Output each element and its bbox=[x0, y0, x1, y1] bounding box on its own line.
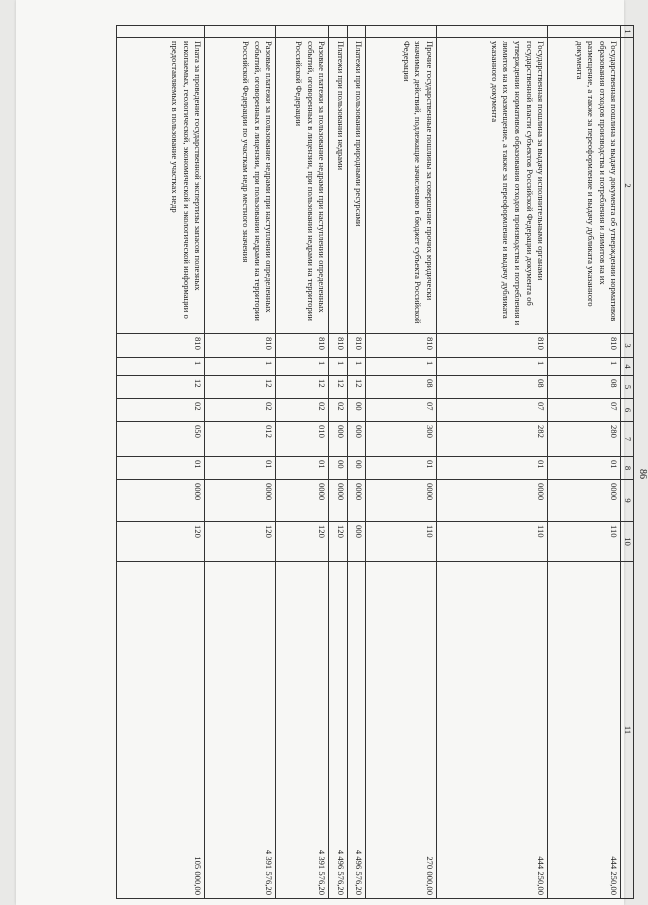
code-article: 07 bbox=[436, 399, 547, 422]
code-element: 00 bbox=[347, 457, 365, 480]
row-name: Государственная пошлина за выдачу документа об утверждении нормативов образования отходов производства и потребления и лимитов на их размещение, а также за переоформление и выдачу дубликата указанного документа bbox=[548, 38, 621, 334]
budget-revenue-sheet bbox=[103, 25, 648, 898]
code-subarticle: 000 bbox=[347, 422, 365, 457]
code-subgroup: 12 bbox=[276, 376, 329, 399]
code-article: 07 bbox=[548, 399, 621, 422]
code-program: 0000 bbox=[347, 480, 365, 522]
code-program: 0000 bbox=[548, 480, 621, 522]
code-subgroup: 12 bbox=[329, 376, 347, 399]
row-name: Плата за проведение государственной экспертизы запасов полезных ископаемых, геологической, экономической и экологической информации о предоставляемых в пользование участках недр bbox=[117, 38, 206, 334]
code-classification: 110 bbox=[366, 522, 437, 562]
code-group: 1 bbox=[329, 358, 347, 376]
code-article: 02 bbox=[276, 399, 329, 422]
row-name: Платежи при пользовании природными ресурсами bbox=[347, 38, 365, 334]
page-number: 86 bbox=[637, 469, 648, 479]
row-name: Разовые платежи за пользование недрами при наступлении определенных событий, оговоренных в лицензии, при пользовании недрами на территории Российской Федерации bbox=[276, 38, 329, 334]
code-admin: 810 bbox=[548, 334, 621, 358]
column-number-row bbox=[621, 26, 634, 899]
row-index-cell bbox=[347, 26, 365, 38]
code-subgroup: 12 bbox=[347, 376, 365, 399]
row-amount: 444 250,00 bbox=[548, 562, 621, 899]
column-header: 11 bbox=[621, 562, 634, 899]
code-group: 1 bbox=[117, 358, 206, 376]
table-row bbox=[276, 26, 329, 899]
row-amount: 444 250,00 bbox=[436, 562, 547, 899]
code-admin: 810 bbox=[436, 334, 547, 358]
code-element: 01 bbox=[205, 457, 276, 480]
revenue-table bbox=[116, 25, 634, 899]
row-name: Платежи при пользовании недрами bbox=[329, 38, 347, 334]
code-admin: 810 bbox=[347, 334, 365, 358]
table-body bbox=[117, 26, 621, 899]
code-subarticle: 300 bbox=[366, 422, 437, 457]
code-admin: 810 bbox=[205, 334, 276, 358]
row-amount: 4 496 576,20 bbox=[329, 562, 347, 899]
table-row bbox=[205, 26, 276, 899]
code-admin: 810 bbox=[329, 334, 347, 358]
code-element: 00 bbox=[329, 457, 347, 480]
code-classification: 120 bbox=[276, 522, 329, 562]
row-index-cell bbox=[276, 26, 329, 38]
column-header: 10 bbox=[621, 522, 634, 562]
code-group: 1 bbox=[366, 358, 437, 376]
table-row bbox=[548, 26, 621, 899]
table-row bbox=[117, 26, 206, 899]
rotated-content bbox=[103, 25, 648, 898]
table-row bbox=[347, 26, 365, 899]
column-header: 5 bbox=[621, 376, 634, 399]
row-amount: 105 000,00 bbox=[117, 562, 206, 899]
table-row bbox=[436, 26, 547, 899]
code-subgroup: 12 bbox=[205, 376, 276, 399]
code-subarticle: 000 bbox=[329, 422, 347, 457]
column-header: 6 bbox=[621, 399, 634, 422]
code-program: 0000 bbox=[329, 480, 347, 522]
code-article: 02 bbox=[117, 399, 206, 422]
code-group: 1 bbox=[347, 358, 365, 376]
code-admin: 810 bbox=[366, 334, 437, 358]
code-element: 01 bbox=[436, 457, 547, 480]
row-name: Государственная пошлина за выдачу исполнительными органами государственной власти субъектов Российской Федерации документа об утверждении нормативов образования отходов производства и потребления и лимитов на их размещение, а также за переоформление и выдачу дубликата указанного документа bbox=[436, 38, 547, 334]
code-element: 01 bbox=[366, 457, 437, 480]
code-subgroup: 08 bbox=[436, 376, 547, 399]
code-classification: 110 bbox=[548, 522, 621, 562]
code-group: 1 bbox=[548, 358, 621, 376]
row-amount: 4 391 576,20 bbox=[205, 562, 276, 899]
row-amount: 4 391 576,20 bbox=[276, 562, 329, 899]
code-program: 0000 bbox=[436, 480, 547, 522]
row-name: Прочие государственные пошлины за совершение прочих юридически значимых действий, подлежащие зачислению в бюджет субъекта Российской Федерации bbox=[366, 38, 437, 334]
code-subgroup: 08 bbox=[366, 376, 437, 399]
code-group: 1 bbox=[205, 358, 276, 376]
code-subarticle: 010 bbox=[276, 422, 329, 457]
code-article: 00 bbox=[347, 399, 365, 422]
code-classification: 120 bbox=[329, 522, 347, 562]
code-program: 0000 bbox=[366, 480, 437, 522]
code-article: 07 bbox=[366, 399, 437, 422]
code-subarticle: 050 bbox=[117, 422, 206, 457]
row-amount: 4 496 576,20 bbox=[347, 562, 365, 899]
column-header: 1 bbox=[621, 26, 634, 38]
column-header: 4 bbox=[621, 358, 634, 376]
table-row bbox=[366, 26, 437, 899]
code-element: 01 bbox=[276, 457, 329, 480]
code-group: 1 bbox=[436, 358, 547, 376]
code-subgroup: 12 bbox=[117, 376, 206, 399]
code-admin: 810 bbox=[276, 334, 329, 358]
row-index-cell bbox=[548, 26, 621, 38]
code-program: 0000 bbox=[117, 480, 206, 522]
column-header: 2 bbox=[621, 38, 634, 334]
code-subgroup: 08 bbox=[548, 376, 621, 399]
scanned-page bbox=[16, 0, 648, 905]
column-header: 9 bbox=[621, 480, 634, 522]
code-element: 01 bbox=[117, 457, 206, 480]
code-classification: 000 bbox=[347, 522, 365, 562]
table-row bbox=[329, 26, 347, 899]
code-classification: 110 bbox=[436, 522, 547, 562]
row-index-cell bbox=[329, 26, 347, 38]
column-header: 3 bbox=[621, 334, 634, 358]
code-admin: 810 bbox=[117, 334, 206, 358]
code-article: 02 bbox=[205, 399, 276, 422]
code-subarticle: 282 bbox=[436, 422, 547, 457]
code-subarticle: 012 bbox=[205, 422, 276, 457]
row-index-cell bbox=[366, 26, 437, 38]
row-index-cell bbox=[436, 26, 547, 38]
code-element: 01 bbox=[548, 457, 621, 480]
code-classification: 120 bbox=[117, 522, 206, 562]
column-header: 7 bbox=[621, 422, 634, 457]
row-index-cell bbox=[117, 26, 206, 38]
row-amount: 270 000,00 bbox=[366, 562, 437, 899]
row-name: Разовые платежи за пользование недрами при наступлении определенных событий, оговоренных в лицензии, при пользовании недрами на территории Российской Федерации по участкам недр местного значения bbox=[205, 38, 276, 334]
code-program: 0000 bbox=[205, 480, 276, 522]
code-group: 1 bbox=[276, 358, 329, 376]
row-index-cell bbox=[205, 26, 276, 38]
code-program: 0000 bbox=[276, 480, 329, 522]
code-article: 02 bbox=[329, 399, 347, 422]
column-header: 8 bbox=[621, 457, 634, 480]
code-subarticle: 280 bbox=[548, 422, 621, 457]
code-classification: 120 bbox=[205, 522, 276, 562]
